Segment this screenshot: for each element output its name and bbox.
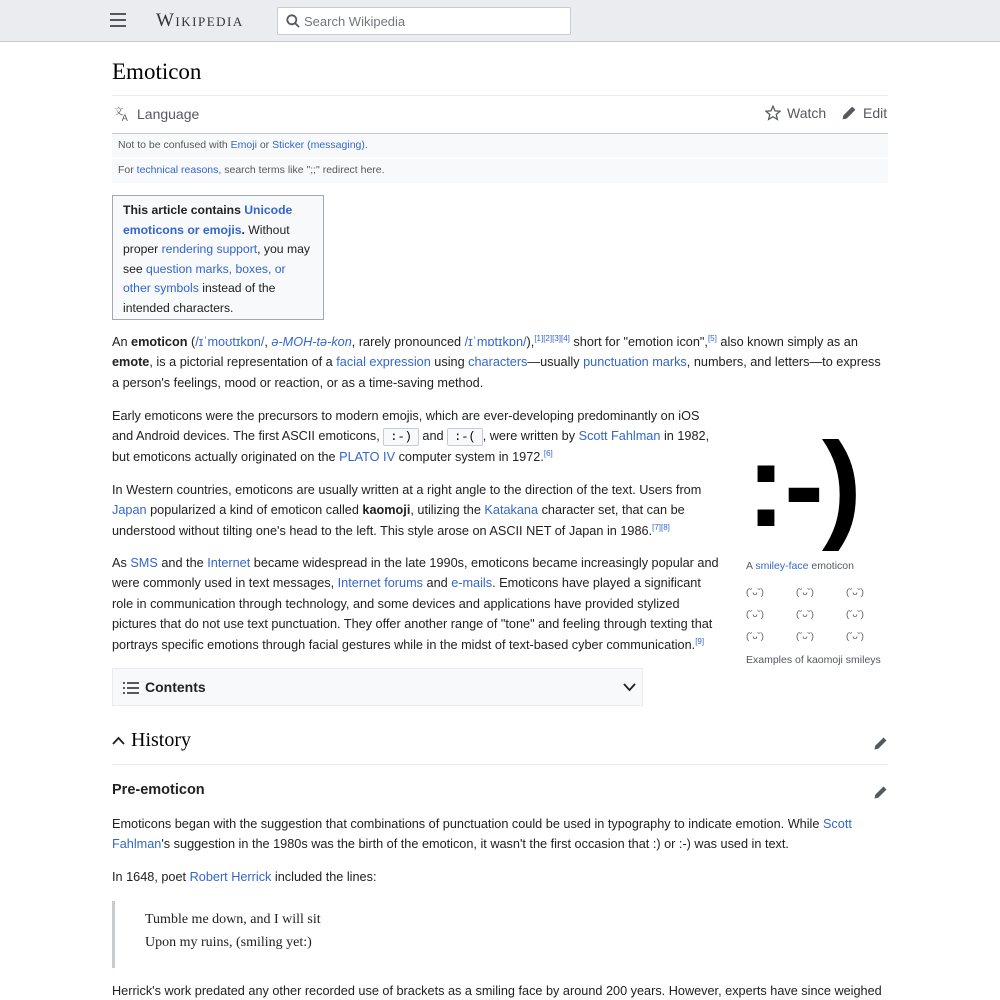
sms-paragraph: As SMS and the Internet became widespread in the late 1990s, emoticons became increasingly popular and were commonly used in text messages, Internet forums and e-mails. Emoticons have played a significant role in communication through technology, and some devices and applications have provided stylized pictures that do not use text punctuation. They offer another range of "tone" and feeling through texting that portrays specific emotions through facial gestures while in the midst of text-based cyber communication.[9] <box>112 556 719 652</box>
unicode-notice-box: This article contains Unicode emoticons or emojis. Without proper rendering support, you may see question marks, boxes, or other symbols instead of the intended characters. <box>112 195 324 320</box>
chevron-up-icon[interactable] <box>112 736 125 745</box>
kaomoji-item: (˘ᴗ˘) <box>796 631 814 642</box>
respelling-link[interactable]: ə-MOH-tə-kon <box>271 335 352 349</box>
pre-emoticon-heading: Pre-emoticon <box>112 782 205 798</box>
katakana-link[interactable]: Katakana <box>484 503 539 518</box>
svg-text:文: 文 <box>114 106 124 117</box>
plato-iv-link[interactable]: PLATO IV <box>339 449 396 464</box>
herrick-intro-paragraph: In 1648, poet Robert Herrick included the lines: <box>112 870 377 884</box>
quote-line: Upon my ruins, (smiling yet:) <box>145 935 312 950</box>
hatnote-disambiguation <box>112 134 888 157</box>
hatnote-text: or <box>256 139 273 151</box>
svg-text:A: A <box>121 113 128 122</box>
emoji-link[interactable]: Emoji <box>230 139 257 151</box>
notice-text: , you may see <box>123 242 310 276</box>
smiley-face-link[interactable]: smiley-face <box>755 560 809 572</box>
japan-link[interactable]: Japan <box>112 503 147 518</box>
citation-9[interactable]: [9] <box>695 636 705 646</box>
kaomoji-term: kaomoji <box>362 503 411 518</box>
intro-paragraph: An emoticon (/ɪˈmoʊtɪkɒn/, ə-MOH-tə-kon, rarely pronounced /ɪˈmɒtɪkɒn/),[1][2][3][4] short for "emotion icon",[5] also known simply as an emote, is a pictorial representation of a facial expression using characters—usually punctuation marks, numbers, and letters—to express a person's feelings, mood or reaction, or as a time-saving method. <box>112 333 881 390</box>
menu-icon[interactable] <box>110 13 126 27</box>
notice-bold-text: This article contains <box>123 203 245 217</box>
search-box[interactable] <box>277 7 571 35</box>
pencil-icon <box>841 105 857 121</box>
hatnote-text: Not to be confused with <box>118 139 231 151</box>
characters-link[interactable]: characters <box>468 355 528 370</box>
citation-6[interactable]: [6] <box>543 448 553 458</box>
kaomoji-item: (˘ᴗ˘) <box>746 609 764 620</box>
hatnote-text: , search terms like ";;" redirect here. <box>218 164 385 176</box>
kaomoji-item: (˘ᴗ˘) <box>846 609 864 620</box>
internet-forums-link[interactable]: Internet forums <box>337 576 423 591</box>
citation-7-8[interactable]: [7][8] <box>652 522 670 532</box>
robert-herrick-link[interactable]: Robert Herrick <box>189 870 272 884</box>
ipa-link[interactable]: /ɪˈmoʊtɪkɒn/ <box>195 335 265 349</box>
notice-text: instead of the intended characters. <box>123 281 276 315</box>
emote-term: emote <box>112 355 150 370</box>
smiley-caption: A smiley-face emoticon <box>746 560 854 572</box>
herrick-paragraph: Herrick's work predated any other recorded use of brackets as a smiling face by around 200 years. However, experts have since weighed <box>112 984 882 998</box>
chevron-down-icon <box>623 683 636 692</box>
quote-line: Tumble me down, and I will sit <box>145 912 321 927</box>
emoticon-term: emoticon <box>131 335 188 349</box>
watch-label: Watch <box>787 105 827 121</box>
rendering-support-link[interactable]: rendering support <box>161 242 258 256</box>
sticker-link[interactable]: Sticker (messaging) <box>272 139 365 151</box>
page-title: Emoticon <box>112 59 202 84</box>
punctuation-marks-link[interactable]: punctuation marks <box>583 355 687 370</box>
kaomoji-item: (˘ᴗ˘) <box>846 631 864 642</box>
citation-1-4[interactable]: [1][2][3][4] <box>534 333 570 343</box>
list-icon <box>123 681 139 695</box>
kaomoji-caption: Examples of kaomoji smileys <box>746 654 881 666</box>
edit-section-icon[interactable] <box>873 736 888 751</box>
kaomoji-paragraph: In Western countries, emoticons are usually written at a right angle to the direction of the text. Users from Japan popularized a kind of emoticon called kaomoji, utilizing the Katakana character set, that can be understood without tilting one's head to the left. This style arose on ASCII NET of Japan in 1986.[7][8] <box>112 483 702 538</box>
frown-code: :-( <box>447 428 483 446</box>
hatnote-text: For <box>118 164 137 176</box>
search-icon <box>286 14 300 28</box>
edit-subsection-icon[interactable] <box>873 785 888 800</box>
search-input[interactable] <box>304 8 564 34</box>
question-marks-link[interactable]: question marks, boxes, or other symbols <box>123 261 286 295</box>
history-summary-paragraph: Early emoticons were the precursors to modern emojis, which are ever-developing predominantly on iOS and Android devices. The first ASCII emoticons, :-) and :-( , were written by Scott Fahlman in 1982, but emoticons actually originated on the PLATO IV computer system in 1972.[6] <box>112 409 710 464</box>
notice-text: Without proper <box>123 222 290 256</box>
internet-link[interactable]: Internet <box>207 556 251 570</box>
edit-button[interactable] <box>841 105 887 121</box>
contents-label: Contents <box>145 679 206 695</box>
technical-reasons-link[interactable]: technical reasons <box>136 164 219 176</box>
language-label: Language <box>137 105 200 122</box>
citation-5[interactable]: [5] <box>707 333 717 343</box>
ipa-link-2[interactable]: /ɪˈmɒtɪkɒn/ <box>464 335 527 349</box>
wikipedia-wordmark[interactable]: Wikipedia <box>156 10 244 31</box>
pre-emoticon-paragraph: Emoticons began with the suggestion that combinations of punctuation could be used in typography to indicate emotion. While Scott Fahlman's suggestion in the 1980s was the birth of the emoticon, it wasn't the first occasion that :) or :-) was used in text. <box>112 817 852 852</box>
facial-expression-link[interactable]: facial expression <box>336 355 431 370</box>
history-divider <box>112 764 888 765</box>
contents-toggle[interactable] <box>112 668 643 706</box>
e-mails-link[interactable]: e-mails <box>451 576 493 591</box>
unicode-emoticons-link[interactable]: Unicode emoticons or emojis <box>123 203 293 237</box>
kaomoji-item: (˘ᴗ˘) <box>796 609 814 620</box>
kaomoji-item: (˘ᴗ˘) <box>746 587 764 598</box>
page-actions-bar <box>112 96 888 134</box>
kaomoji-item: (˘ᴗ˘) <box>746 631 764 642</box>
language-icon <box>114 105 131 122</box>
smile-code: :-) <box>383 428 419 446</box>
hatnote-redirect <box>112 159 888 183</box>
watch-button[interactable] <box>765 105 826 121</box>
kaomoji-examples-image[interactable] <box>746 587 896 653</box>
top-header <box>0 0 1000 42</box>
history-heading[interactable]: History <box>131 729 191 751</box>
herrick-quote <box>112 901 888 968</box>
kaomoji-item: (˘ᴗ˘) <box>846 587 864 598</box>
hatnote-text: . <box>364 139 368 151</box>
sms-link[interactable]: SMS <box>130 556 158 570</box>
star-icon <box>765 105 781 121</box>
language-button[interactable] <box>114 105 199 122</box>
scott-fahlman-link-2[interactable]: Scott Fahlman <box>112 817 852 852</box>
scott-fahlman-link[interactable]: Scott Fahlman <box>578 429 661 444</box>
kaomoji-item: (˘ᴗ˘) <box>796 587 814 598</box>
edit-label: Edit <box>863 105 888 121</box>
smiley-face-image[interactable]: :-) <box>746 418 860 552</box>
